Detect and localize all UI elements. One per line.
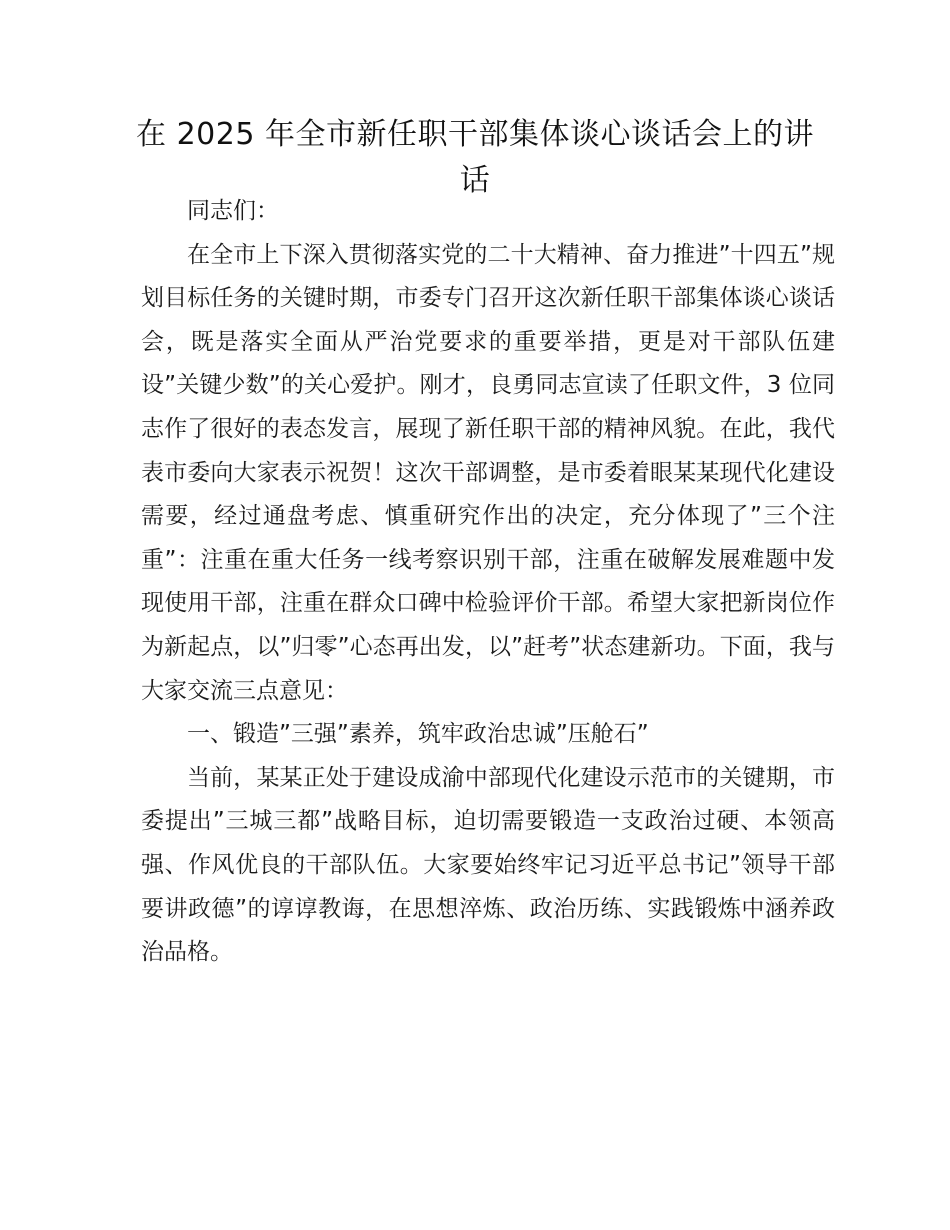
paragraph-intro: 在全市上下深入贯彻落实党的二十大精神、奋力推进”十四五”规划目标任务的关键时期，市委专门召开这次新任职干部集体谈心谈话会，既是落实全面从严治党要求的重要举措，更是对干部队伍建设”关键少数”的关心爱护。刚才，良勇同志宣读了任职文件，3 位同志作了很好的表态发言，展现了新任职干部的精神风貌。在此，我代表市委向大家表示祝贺！这次干部调整，是市委着眼某某现代化建设需要，经过通盘考虑、慎重研究作出的决定，充分体现了”三个注重”：注重在重大任务一线考察识别干部，注重在破解发展难题中发现使用干部，注重在群众口碑中检验评价干部。希望大家把新岗位作为新起点，以”归零”心态再出发，以”赶考”状态建新功。下面，我与大家交流三点意见：: [141, 241, 835, 704]
paragraph-section-1: 当前，某某正处于建设成渝中部现代化建设示范市的关键期，市委提出”三城三都”战略目标，迫切需要锻造一支政治过硬、本领高强、作风优良的干部队伍。大家要始终牢记习近平总书记”领导干部要讲政德”的谆谆教诲，在思想淬炼、政治历练、实践锻炼中涵养政治品格。: [141, 764, 835, 966]
document-body: [141, 190, 835, 975]
salutation: 同志们：: [187, 198, 279, 224]
document-title: 在 2025 年全市新任职干部集体谈心谈话会上的讲话: [136, 117, 814, 198]
section-heading-1: 一、锻造”三强”素养，筑牢政治忠诚”压舱石”: [187, 721, 649, 748]
